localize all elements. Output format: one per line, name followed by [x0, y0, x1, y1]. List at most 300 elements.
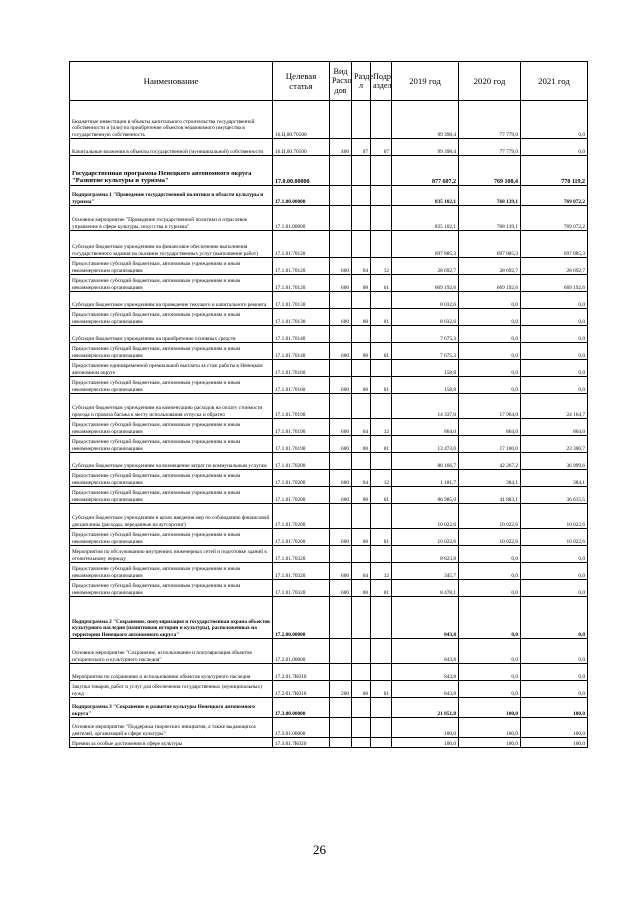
row-2019: 669 192,6 [392, 275, 459, 292]
header-expense-type: Вид Расхо дов [330, 62, 352, 101]
row-section [352, 326, 371, 343]
row-subsection [371, 453, 392, 470]
row-2020: 17 100,0 [459, 436, 521, 453]
row-subsection [371, 206, 392, 231]
table-row [70, 394, 588, 419]
row-section: 04 [352, 419, 371, 436]
row-name: Основное мероприятие "Сохранение, использование и популяризация объектов исторического и культурного наследия" [70, 639, 273, 664]
row-name: Предоставление субсидий бюджетным, автономным учреждениям и иным некоммерческим организациям [70, 419, 273, 436]
row-name: Субсидии бюджетным учреждениям на компенсацию расходов на оплату стоимости проезда и провоза багажа к месту использования отпуска и обратно [70, 394, 273, 419]
row-2020: 10 022,6 [459, 504, 521, 529]
row-name: Подпрограмма 1 "Проведение государственной политики в области культуры и туризма" [70, 186, 273, 206]
row-2019: 7 675,3 [392, 326, 459, 343]
row-2019: 88 166,7 [392, 453, 459, 470]
row-2020: 0,0 [459, 597, 521, 639]
row-subsection [371, 326, 392, 343]
row-2020: 10 022,6 [459, 529, 521, 546]
row-name: Субсидии бюджетным учреждениям на приобретение основных средств [70, 326, 273, 343]
row-2019: 158,8 [392, 377, 459, 394]
row-2020: 28 692,7 [459, 258, 521, 275]
row-target: 17.3.01.00000 [273, 718, 330, 738]
row-expense-type [330, 394, 352, 419]
row-target: 17.1.01.70200 [273, 487, 330, 504]
table-row [70, 326, 588, 343]
row-subsection [371, 292, 392, 309]
row-2020: 0,0 [459, 563, 521, 580]
header-2019: 2019 год [392, 62, 459, 101]
row-subsection: 07 [371, 139, 392, 156]
row-section [352, 664, 371, 681]
row-2019: 99 398,4 [392, 101, 459, 139]
row-target: 17.3.00.00000 [273, 698, 330, 718]
row-2020: 0,0 [459, 681, 521, 698]
table-row [70, 292, 588, 309]
row-2021: 10 022,6 [521, 529, 588, 546]
row-2021: 669 192,6 [521, 275, 588, 292]
row-target: 16.Ц.00.70500 [273, 139, 330, 156]
row-2021: 0,0 [521, 139, 588, 156]
row-subsection [371, 664, 392, 681]
row-subsection [371, 186, 392, 206]
row-subsection [371, 738, 392, 748]
row-name: Предоставление субсидий бюджетным, автономным учреждениям и иным некоммерческим организациям [70, 436, 273, 453]
row-subsection: 01 [371, 309, 392, 326]
row-target: 17.1.00.00000 [273, 186, 330, 206]
row-expense-type [330, 504, 352, 529]
row-expense-type [330, 206, 352, 231]
row-expense-type [330, 597, 352, 639]
row-2019: 8 823,8 [392, 546, 459, 563]
table-row [70, 563, 588, 580]
table-row [70, 419, 588, 436]
row-target: 17.1.01.70320 [273, 580, 330, 597]
row-target: 17.1.01.70140 [273, 343, 330, 360]
header-section: Разде л [352, 62, 371, 101]
row-section [352, 738, 371, 748]
row-target: 17.1.01.70120 [273, 231, 330, 258]
row-expense-type [330, 326, 352, 343]
table-row [70, 206, 588, 231]
table-row [70, 309, 588, 326]
row-2020: 0,0 [459, 326, 521, 343]
row-2019: 28 692,7 [392, 258, 459, 275]
row-2020: 697 885,3 [459, 231, 521, 258]
table-row [70, 343, 588, 360]
row-section: 04 [352, 470, 371, 487]
row-target: 17.1.01.70140 [273, 326, 330, 343]
row-section: 08 [352, 529, 371, 546]
row-2019: 21 851,8 [392, 698, 459, 718]
row-2020: 0,0 [459, 546, 521, 563]
row-2019: 835 102,1 [392, 186, 459, 206]
row-2019: 10 022,6 [392, 504, 459, 529]
row-name: Субсидии бюджетным учреждениям на финансовое обеспечение выполнения государственного задания на оказание государственных услуг (выполнение работ) [70, 231, 273, 258]
row-2021: 36 615,5 [521, 487, 588, 504]
row-section [352, 698, 371, 718]
row-section [352, 453, 371, 470]
row-2020: 77 779,0 [459, 101, 521, 139]
row-subsection [371, 504, 392, 529]
row-2020: 100,0 [459, 698, 521, 718]
row-2020: 0,0 [459, 664, 521, 681]
row-subsection: 01 [371, 343, 392, 360]
row-2019: 13 473,0 [392, 436, 459, 453]
row-2021: 769 072,2 [521, 186, 588, 206]
row-2020: 384,1 [459, 470, 521, 487]
row-2020: 864,0 [459, 419, 521, 436]
row-2019: 99 398,4 [392, 139, 459, 156]
row-name: Предоставление субсидий бюджетным, автономным учреждениям и иным некоммерческим организациям [70, 258, 273, 275]
row-target: 17.1.01.70320 [273, 563, 330, 580]
row-name: Государственная программа Ненецкого автономного округа "Развитие культуры и туризма" [70, 156, 273, 186]
row-2021: 0,0 [521, 681, 588, 698]
row-section [352, 394, 371, 419]
row-2019: 14 337,0 [392, 394, 459, 419]
row-2020: 0,0 [459, 639, 521, 664]
row-name: Подпрограмма 2 "Сохранение, популяризация и государственная охрана объектов культурного наследия (памятников истории и культуры), расположенных на территории Ненецкого автономного округа" [70, 597, 273, 639]
row-section [352, 292, 371, 309]
row-name: Предоставление субсидий бюджетным, автономным учреждениям и иным некоммерческим организациям [70, 309, 273, 326]
row-expense-type [330, 292, 352, 309]
row-subsection [371, 718, 392, 738]
row-name: Предоставление субсидий бюджетным, автономным учреждениям и иным некоммерческим организациям [70, 275, 273, 292]
table-row [70, 698, 588, 718]
row-subsection [371, 101, 392, 139]
row-name: Капитальные вложения в объекты государственной (муниципальной) собственности [70, 139, 273, 156]
table-row [70, 360, 588, 377]
row-target: 17.1.01.70320 [273, 546, 330, 563]
row-2020: 0,0 [459, 377, 521, 394]
row-name: Бюджетные инвестиции в объекты капитального строительства государственной собственности и (или) на приобретение объектов недвижимого имущества в государственную собственность [70, 101, 273, 139]
row-2019: 877 607,2 [392, 156, 459, 186]
row-2020: 41 883,1 [459, 487, 521, 504]
row-expense-type [330, 186, 352, 206]
row-target: 17.2.00.00000 [273, 597, 330, 639]
row-2021: 36 999,6 [521, 453, 588, 470]
row-2021: 100,0 [521, 718, 588, 738]
row-subsection: 12 [371, 258, 392, 275]
table-body [70, 101, 588, 748]
row-2021: 0,0 [521, 292, 588, 309]
table-row [70, 504, 588, 529]
row-2019: 10 022,6 [392, 529, 459, 546]
row-section [352, 504, 371, 529]
row-2021: 0,0 [521, 664, 588, 681]
row-subsection [371, 360, 392, 377]
table-row [70, 718, 588, 738]
row-section: 08 [352, 487, 371, 504]
row-2019: 835 102,1 [392, 206, 459, 231]
row-2021: 384,1 [521, 470, 588, 487]
row-2021: 770 119,2 [521, 156, 588, 186]
row-target: 17.1.01.70120 [273, 258, 330, 275]
row-target: 17.1.01.70190 [273, 394, 330, 419]
row-subsection: 12 [371, 470, 392, 487]
row-2021: 23 300,7 [521, 436, 588, 453]
row-target: 17.3.01.7К020 [273, 738, 330, 748]
row-target: 17.1.01.70120 [273, 275, 330, 292]
row-name: Предоставление единовременной премиальной выплаты за стаж работы в Ненецком автономном округе [70, 360, 273, 377]
row-target: 16.Ц.00.70500 [273, 101, 330, 139]
row-expense-type [330, 738, 352, 748]
row-section: 04 [352, 563, 371, 580]
row-name: Предоставление субсидий бюджетным, автономным учреждениям и иным некоммерческим организациям [70, 377, 273, 394]
row-expense-type: 600 [330, 309, 352, 326]
row-2021: 10 022,6 [521, 504, 588, 529]
row-section: 08 [352, 309, 371, 326]
table-row [70, 681, 588, 698]
row-expense-type: 600 [330, 580, 352, 597]
row-target: 17.1.01.70200 [273, 470, 330, 487]
row-2020: 768 139,1 [459, 186, 521, 206]
row-name: Субсидии бюджетным учреждениям на возмещение затрат по коммунальным услугам [70, 453, 273, 470]
table-row [70, 231, 588, 258]
row-target: 17.1.01.70160 [273, 360, 330, 377]
row-name: Предоставление субсидий бюджетным, автономным учреждениям и иным некоммерческим организациям [70, 580, 273, 597]
row-2019: 843,8 [392, 664, 459, 681]
row-2019: 8 032,6 [392, 309, 459, 326]
table-row [70, 258, 588, 275]
table-row [70, 546, 588, 563]
table-row [70, 186, 588, 206]
header-target: Целевая статья [273, 62, 330, 101]
row-expense-type [330, 664, 352, 681]
row-expense-type: 600 [330, 343, 352, 360]
row-subsection [371, 546, 392, 563]
row-name: Мероприятия по обслуживанию внутренних инженерных сетей и подготовке зданий к отопительному периоду [70, 546, 273, 563]
row-section [352, 639, 371, 664]
row-2019: 100,0 [392, 718, 459, 738]
row-name: Предоставление субсидий бюджетным, автономным учреждениям и иным некоммерческим организациям [70, 487, 273, 504]
row-name: Предоставление субсидий бюджетным, автономным учреждениям и иным некоммерческим организациям [70, 563, 273, 580]
row-2019: 864,0 [392, 419, 459, 436]
row-2020: 669 192,6 [459, 275, 521, 292]
table-row [70, 639, 588, 664]
row-target: 17.2.01.7К010 [273, 664, 330, 681]
row-expense-type: 600 [330, 529, 352, 546]
row-section: 08 [352, 681, 371, 698]
row-subsection: 01 [371, 436, 392, 453]
row-2020: 17 964,0 [459, 394, 521, 419]
table-row [70, 597, 588, 639]
row-target: 17.0.00.00000 [273, 156, 330, 186]
row-2021: 100,0 [521, 738, 588, 748]
row-2021: 864,0 [521, 419, 588, 436]
row-section: 07 [352, 139, 371, 156]
row-subsection [371, 639, 392, 664]
row-target: 17.1.01.70130 [273, 309, 330, 326]
row-expense-type [330, 639, 352, 664]
table-row [70, 156, 588, 186]
row-target: 17.1.01.00000 [273, 206, 330, 231]
row-2019: 8 032,6 [392, 292, 459, 309]
row-2020: 42 267,2 [459, 453, 521, 470]
row-subsection [371, 698, 392, 718]
row-target: 17.1.01.70200 [273, 453, 330, 470]
table-row [70, 664, 588, 681]
row-expense-type: 600 [330, 487, 352, 504]
row-2019: 8 478,1 [392, 580, 459, 597]
row-expense-type [330, 546, 352, 563]
row-subsection [371, 394, 392, 419]
page-number: 26 [313, 842, 326, 857]
row-2019: 843,8 [392, 597, 459, 639]
row-target: 17.1.01.70260 [273, 529, 330, 546]
row-section [352, 156, 371, 186]
row-section [352, 597, 371, 639]
row-2019: 158,8 [392, 360, 459, 377]
row-expense-type [330, 453, 352, 470]
row-section [352, 206, 371, 231]
row-target: 17.2.01.7К010 [273, 681, 330, 698]
row-target: 17.1.01.70160 [273, 377, 330, 394]
row-2021: 0,0 [521, 580, 588, 597]
row-name: Субсидии бюджетным учреждениям в целях введения мер по соблюдению финансовой дисциплины (расходы, переданные на аутсорсинг) [70, 504, 273, 529]
row-subsection: 01 [371, 487, 392, 504]
table-row [70, 377, 588, 394]
row-name: Мероприятия по сохранению и использованию объектов культурного наследия [70, 664, 273, 681]
table-row [70, 738, 588, 748]
row-subsection: 12 [371, 419, 392, 436]
row-2020: 0,0 [459, 580, 521, 597]
row-section [352, 231, 371, 258]
table-row [70, 529, 588, 546]
row-2021: 0,0 [521, 546, 588, 563]
row-2021: 0,0 [521, 597, 588, 639]
row-section [352, 360, 371, 377]
row-2019: 345,7 [392, 563, 459, 580]
budget-table [69, 61, 588, 748]
row-expense-type [330, 718, 352, 738]
row-2021: 0,0 [521, 309, 588, 326]
row-expense-type: 600 [330, 275, 352, 292]
row-name: Премии за особые достижения в сфере культуры [70, 738, 273, 748]
row-subsection: 12 [371, 563, 392, 580]
row-subsection: 01 [371, 580, 392, 597]
row-2021: 0,0 [521, 326, 588, 343]
table-row [70, 139, 588, 156]
row-expense-type: 200 [330, 681, 352, 698]
row-section: 08 [352, 377, 371, 394]
row-expense-type: 600 [330, 377, 352, 394]
table-row [70, 275, 588, 292]
row-2021: 769 072,2 [521, 206, 588, 231]
row-2021: 0,0 [521, 360, 588, 377]
row-2020: 769 108,4 [459, 156, 521, 186]
row-section: 08 [352, 275, 371, 292]
row-2021: 0,0 [521, 639, 588, 664]
row-name: Субсидии бюджетным учреждениям на проведение текущего и капитального ремонта [70, 292, 273, 309]
row-2021: 0,0 [521, 343, 588, 360]
row-subsection: 01 [371, 275, 392, 292]
row-expense-type [330, 360, 352, 377]
row-2021: 697 885,3 [521, 231, 588, 258]
row-section [352, 718, 371, 738]
row-expense-type [330, 698, 352, 718]
table-row [70, 453, 588, 470]
row-2019: 843,8 [392, 681, 459, 698]
row-expense-type: 600 [330, 258, 352, 275]
header-name: Наименование [70, 62, 273, 101]
row-2021: 0,0 [521, 377, 588, 394]
row-2020: 100,0 [459, 718, 521, 738]
row-subsection [371, 231, 392, 258]
row-2019: 843,8 [392, 639, 459, 664]
row-2020: 0,0 [459, 292, 521, 309]
row-subsection [371, 156, 392, 186]
row-target: 17.1.01.70130 [273, 292, 330, 309]
row-name: Предоставление субсидий бюджетным, автономным учреждениям и иным некоммерческим организациям [70, 470, 273, 487]
row-target: 17.1.01.70260 [273, 504, 330, 529]
row-target: 17.1.01.70190 [273, 436, 330, 453]
row-2021: 100,0 [521, 698, 588, 718]
table-row [70, 470, 588, 487]
row-2020: 768 139,1 [459, 206, 521, 231]
row-section: 08 [352, 580, 371, 597]
header-2021: 2021 год [521, 62, 588, 101]
table-header-row [70, 62, 588, 101]
row-2020: 0,0 [459, 343, 521, 360]
row-expense-type: 600 [330, 436, 352, 453]
row-subsection: 01 [371, 529, 392, 546]
row-name: Основное мероприятие "Поддержка творческих инициатив, а также выдающихся деятелей, организаций в сфере культуры" [70, 718, 273, 738]
row-subsection: 01 [371, 377, 392, 394]
row-section [352, 101, 371, 139]
row-expense-type [330, 101, 352, 139]
row-2021: 28 692,7 [521, 258, 588, 275]
row-section [352, 186, 371, 206]
row-subsection [371, 597, 392, 639]
row-2019: 100,0 [392, 738, 459, 748]
row-target: 17.2.01.00000 [273, 639, 330, 664]
row-2020: 100,0 [459, 738, 521, 748]
row-expense-type: 600 [330, 470, 352, 487]
row-target: 17.1.01.70190 [273, 419, 330, 436]
row-section: 08 [352, 436, 371, 453]
row-section [352, 546, 371, 563]
row-expense-type: 600 [330, 563, 352, 580]
row-2019: 7 675,3 [392, 343, 459, 360]
header-subsection: Подр аздел [371, 62, 392, 101]
row-2021: 0,0 [521, 563, 588, 580]
row-section: 08 [352, 343, 371, 360]
row-2020: 0,0 [459, 309, 521, 326]
table-row [70, 580, 588, 597]
row-expense-type [330, 231, 352, 258]
row-expense-type [330, 156, 352, 186]
row-expense-type: 400 [330, 139, 352, 156]
row-name: Основное мероприятие "Проведение государственной политики и отраслевое управление в сфере культуры, искусства и туризма" [70, 206, 273, 231]
table-row [70, 436, 588, 453]
row-2020: 0,0 [459, 360, 521, 377]
row-expense-type: 600 [330, 419, 352, 436]
row-section: 04 [352, 258, 371, 275]
row-2019: 1 181,7 [392, 470, 459, 487]
row-name: Предоставление субсидий бюджетным, автономным учреждениям и иным некоммерческим организациям [70, 343, 273, 360]
table-row [70, 101, 588, 139]
row-2021: 0,0 [521, 101, 588, 139]
row-name: Подпрограмма 3 "Сохранение и развитие культуры Ненецкого автономного округа" [70, 698, 273, 718]
row-subsection: 01 [371, 681, 392, 698]
row-name: Предоставление субсидий бюджетным, автономным учреждениям и иным некоммерческим организациям [70, 529, 273, 546]
row-2019: 697 885,3 [392, 231, 459, 258]
row-2021: 24 164,7 [521, 394, 588, 419]
table-row [70, 487, 588, 504]
row-2019: 86 985,0 [392, 487, 459, 504]
header-2020: 2020 год [459, 62, 521, 101]
row-name: Закупка товаров, работ и услуг для обеспечения государственных (муниципальных) нужд [70, 681, 273, 698]
row-2020: 77 779,0 [459, 139, 521, 156]
